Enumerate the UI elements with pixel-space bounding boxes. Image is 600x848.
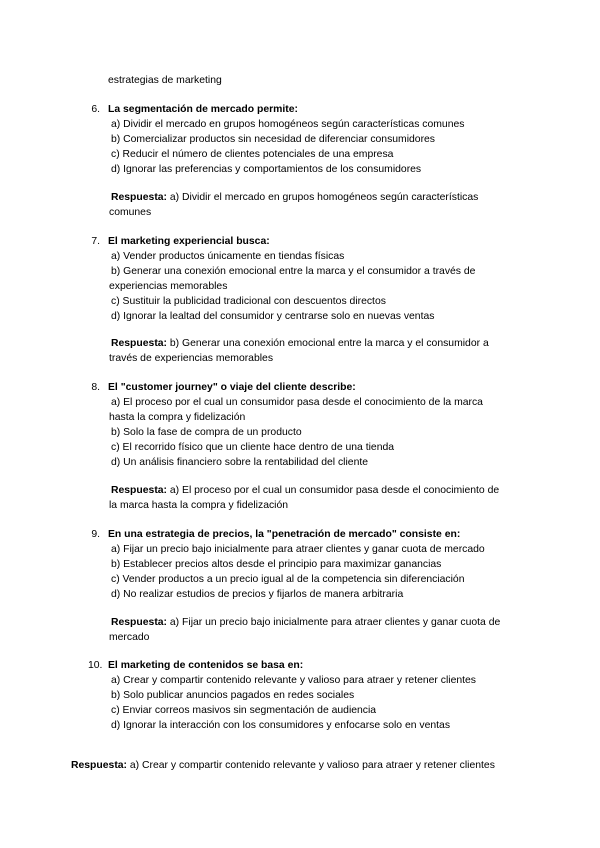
- option: d) No realizar estudios de precios y fijarlos de manera arbitraria: [111, 589, 404, 600]
- answer-text: a) Crear y compartir contenido relevante y valioso para atraer y retener clientes: [129, 760, 495, 771]
- answer-label: Respuesta:: [111, 192, 168, 203]
- answer-continuation: mercado: [109, 632, 150, 643]
- option: a) Dividir el mercado en grupos homogéneos según características comunes: [111, 119, 465, 130]
- question-title: La segmentación de mercado permite:: [108, 104, 298, 115]
- answer-text: a) El proceso por el cual un consumidor pasa desde el conocimiento de: [169, 485, 500, 496]
- answer-continuation: la marca hasta la compra y fidelización: [109, 500, 289, 511]
- answer-label: Respuesta:: [111, 617, 168, 628]
- option: c) Sustituir la publicidad tradicional con descuentos directos: [111, 296, 386, 307]
- answer-label: Respuesta:: [71, 760, 128, 771]
- question-title: El marketing experiencial busca:: [108, 236, 270, 247]
- option: c) El recorrido físico que un cliente hace dentro de una tienda: [111, 442, 395, 453]
- question-title: El marketing de contenidos se basa en:: [108, 660, 304, 671]
- option: b) Generar una conexión emocional entre la marca y el consumidor a través de: [111, 266, 476, 277]
- answer-line: [71, 758, 495, 773]
- answer-text: b) Generar una conexión emocional entre la marca y el consumidor a: [169, 338, 489, 349]
- option: b) Establecer precios altos desde el principio para maximizar ganancias: [111, 559, 442, 570]
- question-number: 8.: [91, 382, 100, 393]
- option: a) Vender productos únicamente en tiendas físicas: [111, 251, 345, 262]
- option: a) Fijar un precio bajo inicialmente para atraer clientes y ganar cuota de mercado: [111, 544, 485, 555]
- answer-line: [111, 190, 478, 205]
- question-number: 10.: [88, 660, 103, 671]
- option: c) Reducir el número de clientes potenciales de una empresa: [111, 149, 394, 160]
- answer-continuation: comunes: [109, 207, 152, 218]
- answer-text: a) Fijar un precio bajo inicialmente para atraer clientes y ganar cuota de: [169, 617, 501, 628]
- option-continuation: hasta la compra y fidelización: [109, 412, 246, 423]
- option: c) Enviar correos masivos sin segmentación de audiencia: [111, 705, 377, 716]
- answer-label: Respuesta:: [111, 338, 168, 349]
- option: d) Un análisis financiero sobre la rentabilidad del cliente: [111, 457, 369, 468]
- option: c) Vender productos a un precio igual al de la competencia sin diferenciación: [111, 574, 465, 585]
- question-number: 9.: [91, 529, 100, 540]
- option: d) Ignorar las preferencias y comportamientos de los consumidores: [111, 164, 422, 175]
- option: b) Solo publicar anuncios pagados en redes sociales: [111, 690, 355, 701]
- question-title: El "customer journey" o viaje del cliente describe:: [108, 382, 356, 393]
- option: a) El proceso por el cual un consumidor pasa desde el conocimiento de la marca: [111, 397, 483, 408]
- option: d) Ignorar la lealtad del consumidor y centrarse solo en nuevas ventas: [111, 311, 435, 322]
- option-continuation: experiencias memorables: [109, 281, 228, 292]
- intro-fragment: estrategias de marketing: [108, 75, 222, 86]
- answer-line: [111, 615, 500, 630]
- option: d) Ignorar la interacción con los consumidores y enfocarse solo en ventas: [111, 720, 451, 731]
- answer-text: a) Dividir el mercado en grupos homogéneos según características: [169, 192, 479, 203]
- option: b) Comercializar productos sin necesidad de diferenciar consumidores: [111, 134, 435, 145]
- answer-line: [111, 336, 489, 351]
- question-title: En una estrategia de precios, la "penetración de mercado" consiste en:: [108, 529, 461, 540]
- answer-continuation: través de experiencias memorables: [109, 353, 274, 364]
- answer-label: Respuesta:: [111, 485, 168, 496]
- question-number: 6.: [91, 104, 100, 115]
- option: b) Solo la fase de compra de un producto: [111, 427, 302, 438]
- option: a) Crear y compartir contenido relevante y valioso para atraer y retener clientes: [111, 675, 476, 686]
- answer-line: [111, 483, 499, 498]
- question-number: 7.: [91, 236, 100, 247]
